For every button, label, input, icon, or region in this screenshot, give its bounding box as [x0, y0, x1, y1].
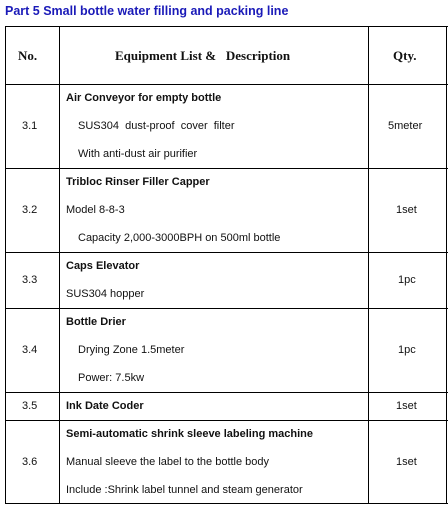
equipment-name: Caps Elevator: [66, 260, 140, 272]
header-description: Equipment List & Description: [115, 48, 291, 63]
equipment-name: Air Conveyor for empty bottle: [66, 92, 222, 104]
equipment-name: Semi-automatic shrink sleeve labeling machine: [66, 428, 313, 440]
document-title: Part 5 Small bottle water filling and packing line: [5, 4, 289, 18]
equipment-name: Ink Date Coder: [66, 400, 144, 412]
equipment-detail: With anti-dust air purifier: [78, 148, 198, 160]
equipment-name: Bottle Drier: [66, 316, 126, 328]
row-number: 3.3: [22, 274, 38, 286]
header-qty: Qty.: [393, 48, 417, 63]
row-qty: 1pc: [398, 274, 416, 286]
row-qty: 1set: [396, 456, 417, 468]
equipment-detail: Drying Zone 1.5meter: [78, 344, 185, 356]
header-no: No.: [18, 48, 38, 63]
equipment-detail: SUS304 hopper: [66, 288, 145, 300]
row-number: 3.2: [22, 204, 38, 216]
equipment-detail: Manual sleeve the label to the bottle body: [66, 456, 270, 468]
row-qty: 5meter: [388, 120, 423, 132]
equipment-detail: Include :Shrink label tunnel and steam generator: [66, 484, 303, 496]
row-number: 3.4: [22, 344, 38, 356]
row-qty: 1set: [396, 204, 417, 216]
row-qty: 1set: [396, 400, 417, 412]
row-number: 3.6: [22, 456, 38, 468]
equipment-detail: Power: 7.5kw: [78, 372, 145, 384]
equipment-detail: Model 8-8-3: [66, 204, 125, 216]
equipment-name: Tribloc Rinser Filler Capper: [66, 176, 210, 188]
row-qty: 1pc: [398, 344, 416, 356]
equipment-detail: Capacity 2,000-3000BPH on 500ml bottle: [78, 232, 281, 244]
row-number: 3.1: [22, 120, 38, 132]
equipment-detail: SUS304 dust-proof cover filter: [78, 120, 235, 132]
row-number: 3.5: [22, 400, 38, 412]
